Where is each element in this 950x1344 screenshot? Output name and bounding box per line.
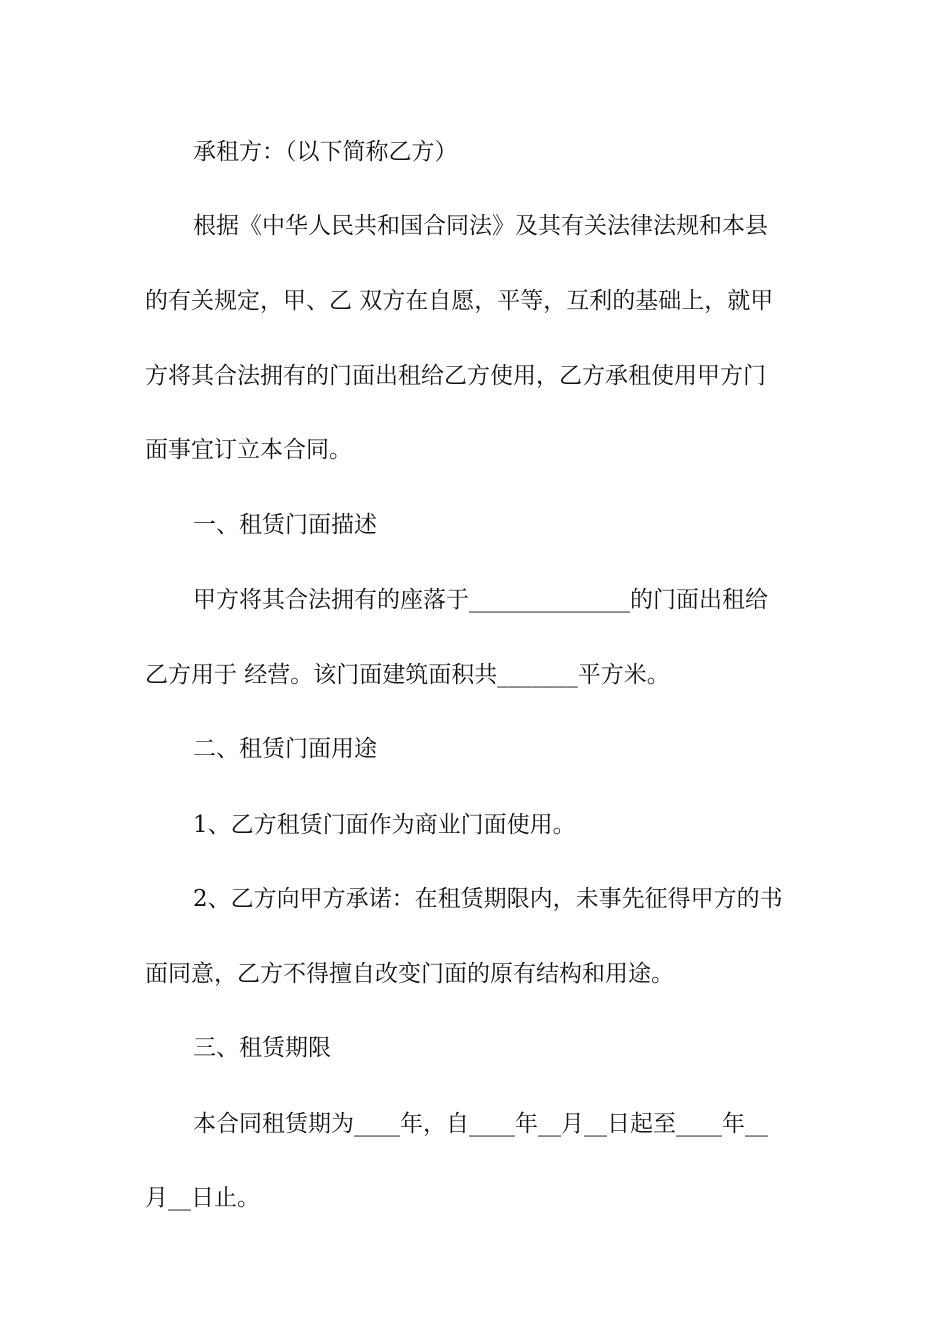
use-clause-2-line-1: 2、乙方向甲方承诺：在租赁期限内，未事先征得甲方的书 [193,886,783,912]
use-clause-2-line-2: 面同意，乙方不得擅自改变门面的原有结构和用途。 [145,961,674,987]
section-3-heading: 三、租赁期限 [193,1035,331,1061]
lessee-line: 承租方：（以下简称乙方） [193,139,458,165]
section-1-heading: 一、租赁门面描述 [193,512,377,538]
basis-line-2: 的有关规定，甲、乙 双方在自愿，平等，互利的基础上，就甲 [145,288,774,314]
basis-line-4: 面事宜订立本合同。 [145,437,352,463]
premises-line-2: 乙方用于 经营。该门面建筑面积共_______平方米。 [145,662,670,688]
term-line-2: 月__日止。 [145,1185,260,1211]
basis-line-1: 根据《中华人民共和国合同法》及其有关法律法规和本县 [193,213,768,239]
term-line-1: 本合同租赁期为____年，自____年__月__日起至____年__ [193,1111,768,1137]
premises-line-1: 甲方将其合法拥有的座落于______________的门面出租给 [193,587,768,613]
section-2-heading: 二、租赁门面用途 [193,736,377,762]
basis-line-3: 方将其合法拥有的门面出租给乙方使用，乙方承租使用甲方门 [145,363,766,389]
use-clause-1: 1、乙方租赁门面作为商业门面使用。 [193,812,576,838]
